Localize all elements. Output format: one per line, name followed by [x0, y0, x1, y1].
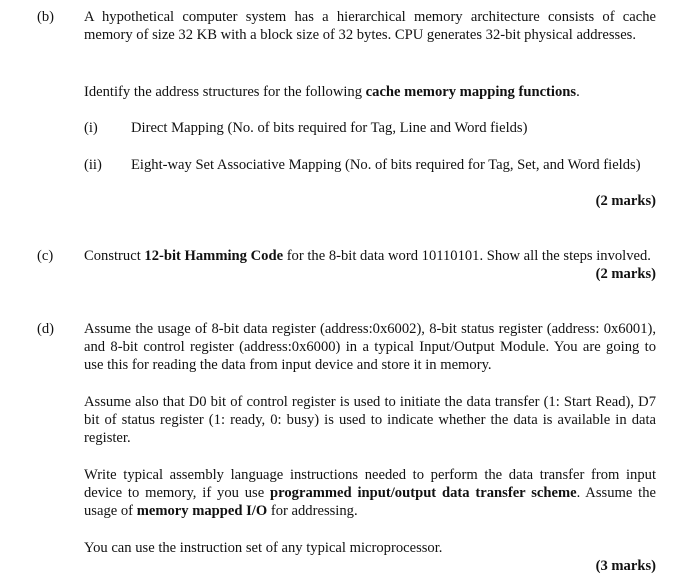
- question-d-para3-suffix: for addressing.: [267, 503, 358, 519]
- question-b-marks: (2 marks): [595, 193, 656, 209]
- question-b-task-suffix: .: [576, 84, 580, 100]
- question-b-label: (b): [37, 9, 55, 25]
- question-b-item-i-text: Direct Mapping (No. of bits required for Tag, Line and Word fields): [131, 120, 528, 136]
- question-d-para3: [84, 466, 656, 520]
- question-d-para3-middle: . Assume the usage of: [84, 485, 656, 519]
- question-d-para2: Assume also that D0 bit of control register is used to initiate the data transfer (1: Start Read), D7 bit of status register (1: ready, 0: busy) is used to indicate whether the data is available in data register.: [84, 394, 656, 446]
- question-d-para3-prefix: Write typical assembly language instructions needed to perform the data transfer from input device to memory, if you use: [84, 467, 656, 501]
- question-c-text-suffix: for the 8-bit data word 10110101. Show all the steps involved.: [283, 248, 651, 264]
- question-d-marks: (3 marks): [595, 558, 656, 574]
- question-b-task-prefix: Identify the address structures for the following: [84, 84, 366, 100]
- question-d-para3-bold2: memory mapped I/O: [136, 503, 268, 519]
- question-c-text-bold: 12-bit Hamming Code: [144, 248, 284, 264]
- question-d-para1: Assume the usage of 8-bit data register (address:0x6002), 8-bit status register (address: 0x6001), and 8-bit control register (address:0x6000) in a typical Input/Output Module. You are going to use this for reading the data from input device and store it in memory.: [84, 321, 656, 373]
- question-b-intro: A hypothetical computer system has a hierarchical memory architecture consists of cache memory of size 32 KB with a block size of 32 bytes. CPU generates 32-bit physical addresses.: [84, 9, 656, 43]
- question-b-task-bold: cache memory mapping functions: [365, 84, 577, 100]
- question-c-text-prefix: Construct: [84, 248, 145, 264]
- question-c-label: (c): [37, 248, 54, 264]
- question-c-text: [84, 247, 656, 265]
- question-b-item-i-label: (i): [84, 120, 98, 136]
- question-d-para3-bold1: programmed input/output data transfer scheme: [270, 485, 577, 501]
- question-b-item-ii-text: Eight-way Set Associative Mapping (No. of bits required for Tag, Set, and Word fields): [131, 157, 641, 173]
- question-d-label: (d): [37, 321, 55, 337]
- question-d-para4: You can use the instruction set of any typical microprocessor.: [84, 540, 443, 556]
- question-b-item-ii-label: (ii): [84, 157, 102, 173]
- question-c-marks: (2 marks): [595, 266, 656, 282]
- question-b-task: [84, 83, 656, 101]
